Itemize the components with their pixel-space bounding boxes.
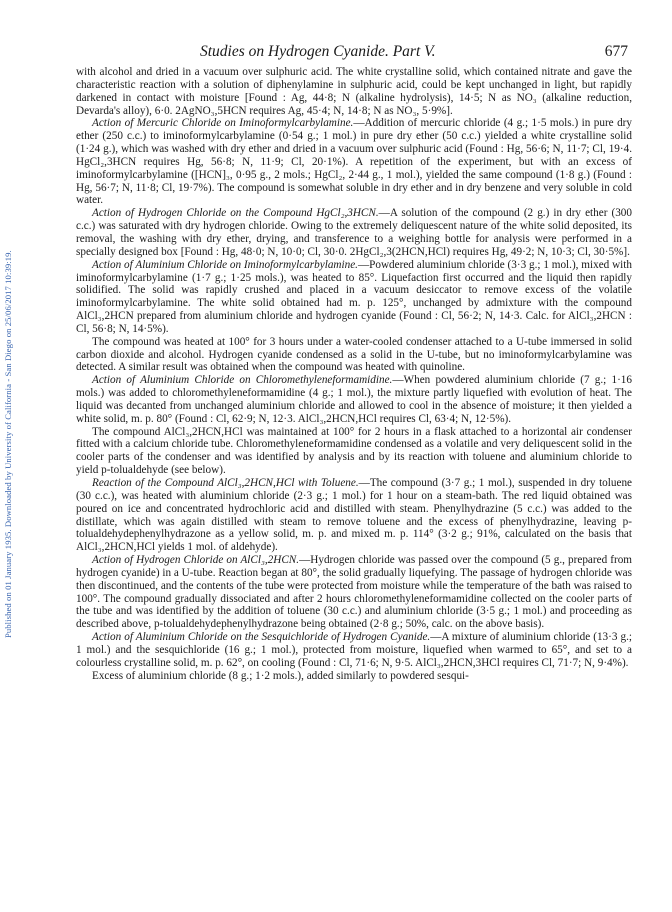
paragraph <box>76 670 632 683</box>
section-heading: Action of Mercuric Chloride on Iminoformylcarbylamine. <box>92 117 354 130</box>
paragraph <box>76 477 632 554</box>
paragraph <box>76 374 632 425</box>
section-heading: Action of Aluminium Chloride on Iminoformylcarbylamine. <box>92 258 358 271</box>
article-body <box>76 66 632 683</box>
download-notice-text: Published on 01 January 1935. Downloaded by University of California - San Diego on 25/06/2017 10:39:19. <box>3 250 13 638</box>
paragraph-text: —When powdered aluminium chloride (7 g.; 1·16 mols.) was added to chloromethyleneformamidine (4 g.; 1 mol.), the mixture partly liquefied with evolution of heat. The liquid was decanted from unchanged aluminium chloride and allowed to cool in the absence of moisture; it then yielded a white solid, m. p. 80° (Found : Cl, 62·9; N, 12·3. AlCl₃,2HCN,HCl requires Cl, 63·4; N, 12·5%). <box>76 374 632 425</box>
paragraph <box>76 207 632 258</box>
download-notice-sidebar <box>2 118 16 638</box>
paragraph-text: —Hydrogen chloride was passed over the compound (5 g., prepared from hydrogen cyanide) in a U-tube. Reaction began at 80°, the solid gradually liquefying. The passage of hydrogen chloride was then discontinued, and the contents of the tube were protected from moisture while the temperature of the bath was raised to 100°. The compound gradually dissociated and after 2 hours chloromethyleneformamidine collected on the cooler parts of the tube and was identified by the addition of toluene (30 c.c.) and aluminium chloride (3·5 g.; 1 mol.) and proceeding as described above, p-tolualdehydephenylhydrazone being obtained (2·8 g.; 50%, calc. on the above basis). <box>76 554 633 631</box>
section-heading: Action of Hydrogen Chloride on AlCl₃,2HCN. <box>92 554 300 567</box>
paragraph <box>76 554 632 631</box>
paragraph-text: —A mixture of aluminium chloride (13·3 g.; 1 mol.) and the sesquichloride (16 g.; 1 mol.), protected from moisture, liquefied when warmed to 65°, and set to a colourless crystalline solid, m. p. 62°, on cooling (Found : Cl, 71·6; N, 9·5. AlCl₃,2HCN,3HCl requires Cl, 71·7; N, 9·4%). <box>76 631 632 669</box>
page-number: 677 <box>604 43 628 60</box>
paragraph-text: The compound AlCl₃,2HCN,HCl was maintained at 100° for 2 hours in a flask attached to a horizontal air condenser fitted with a calcium chloride tube. Chloromethyleneformamidine condensed as a volatile and very deliquescent solid in the cooler parts of the condenser and was identified by analysis and by its reaction with toluene and aluminium chloride to yield p-tolualdehyde (see below). <box>76 425 632 477</box>
running-header <box>0 43 672 61</box>
section-heading: Action of Aluminium Chloride on the Sesquichloride of Hydrogen Cyanide. <box>92 631 431 644</box>
running-title: Studies on Hydrogen Cyanide. Part V. <box>200 43 436 60</box>
paragraph-text: Excess of aluminium chloride (8 g.; 1·2 mols.), added similarly to powdered sesqui- <box>92 669 469 682</box>
paragraph <box>76 336 632 375</box>
section-heading: Reaction of the Compound AlCl₃,2HCN,HCl with Toluene. <box>92 477 359 489</box>
paragraph-text: with alcohol and dried in a vacuum over sulphuric acid. The white crystalline solid, which contained nitrate and gave the characteristic reaction with a solution of diphenylamine in sulphuric acid, could be kept unchanged in light, but rapidly darkened in contact with moisture [Found : Ag, 44·8; N (alkaline hydrolysis), 14·5; N as NO₃ (alkaline reduction, Devarda's alloy), 6·0. 2AgNO₃,5HCN requires Ag, 45·4; N, 14·8; N as NO₃, 5·9%]. <box>76 66 632 117</box>
paragraph-text: —Powdered aluminium chloride (3·3 g.; 1 mol.), mixed with iminoformylcarbylamine (1·7 g.; 1·25 mols.), was heated to 85°. Liquefaction first occurred and the liquid then rapidly solidified. The solid was rapidly crushed and placed in a vacuum desiccator to remove excess of the volatile iminoformylcarbylamine. The white solid obtained had m. p. 125°, unchanged by admixture with the compound AlCl₃,2HCN prepared from aluminium chloride and hydrogen cyanide (Found : Cl, 56·2; N, 14·3. Calc. for AlCl₃,2HCN : Cl, 56·8; N, 14·5%). <box>76 258 632 335</box>
section-heading: Action of Hydrogen Chloride on the Compound HgCl₂,3HCN. <box>92 207 379 220</box>
paragraph <box>76 259 632 336</box>
paragraph <box>76 426 632 477</box>
paragraph-text: —Addition of mercuric chloride (4 g.; 1·5 mols.) in pure dry ether (250 c.c.) to iminoformylcarbylamine (0·54 g.; 1 mol.) in pure dry ether (50 c.c.) yielded a white crystalline solid (1·24 g.), which was washed with dry ether and dried in a vacuum over sulphuric acid (Found : Hg, 56·6; N, 11·7; Cl, 19·4. HgCl₂,3HCN requires Hg, 56·8; N, 11·9; Cl, 20·1%). A repetition of the experiment, but with an excess of iminoformylcarbylamine ([HCN]₃, 0·95 g., 2 mols.; HgCl₂, 2·44 g., 1 mol.), yielded the same compound (1·8 g.) (Found : Hg, 56·7; N, 11·8; Cl, 19·7%). The compound is somewhat soluble in dry ether and in dry benzene and very soluble in cold water. <box>76 117 632 207</box>
paragraph <box>76 117 632 207</box>
section-heading: Action of Aluminium Chloride on Chloromethyleneformamidine. <box>92 374 393 387</box>
paragraph <box>76 631 632 670</box>
paragraph <box>76 66 632 117</box>
paragraph-text: The compound was heated at 100° for 3 hours under a water-cooled condenser attached to a U-tube immersed in solid carbon dioxide and alcohol. Hydrogen cyanide condensed as a solid in the U-tube, but no iminoformylcarbylamine was detected. A similar result was obtained when the compound was heated with quinoline. <box>76 335 632 374</box>
paragraph-text: —The compound (3·7 g.; 1 mol.), suspended in dry toluene (30 c.c.), was heated with aluminium chloride (2·3 g.; 1 mol.) for 1 hour on a steam-bath. The red liquid obtained was poured on ice and concentrated hydrochloric acid and distilled with steam. Phenylhydrazine (5 c.c.) was added to the distillate, which was again distilled with steam to remove toluene and the excess of phenylhydrazine, leaving p-tolualdehydephenylhydrazone as a yellow solid, m. p. and mixed m. p. 114° (3·2 g.; 91%, calculated on the basis that AlCl₃,2HCN,HCl yields 1 mol. of aldehyde). <box>76 477 633 554</box>
paragraph-text: —A solution of the compound (2 g.) in dry ether (300 c.c.) was saturated with dry hydrogen chloride. Owing to the extremely deliquescent nature of the white solid deposited, its removal, the washing with dry ether, drying, and transference to a weighing bottle for analysis were performed in a specially designed box [Found : Hg, 48·0; N, 10·0; Cl, 30·0. 2HgCl₂,3(2HCN,HCl) requires Hg, 49·2; N, 10·3; Cl, 30·5%]. <box>76 207 632 258</box>
